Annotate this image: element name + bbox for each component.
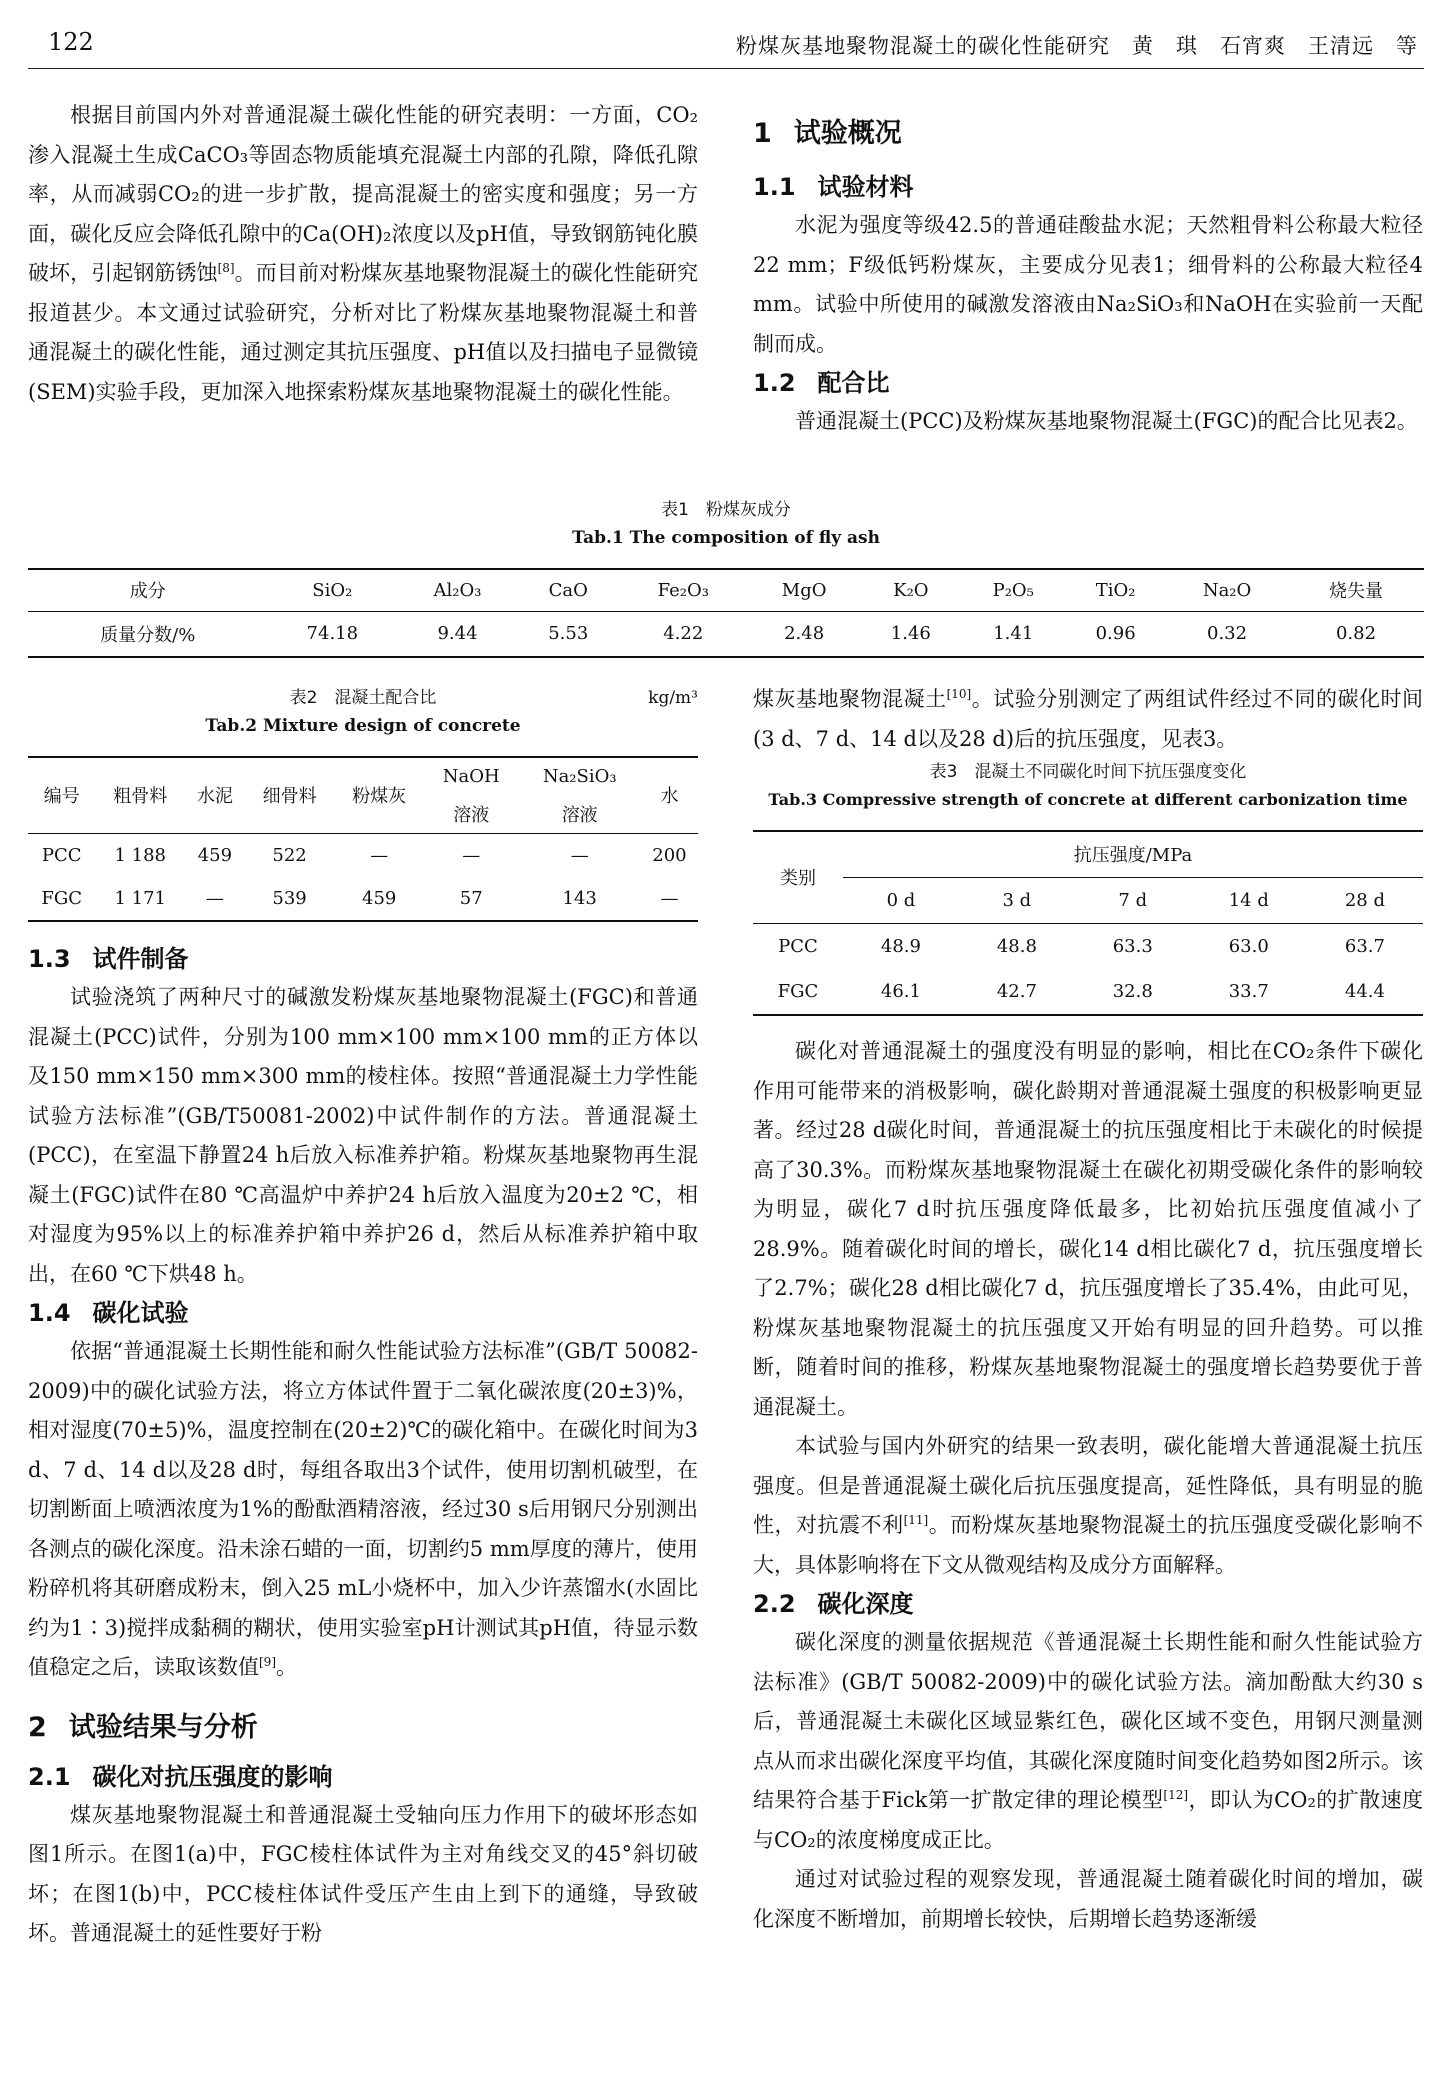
t3-data-cell: 63.7 — [1344, 935, 1385, 957]
t3-h-type: 类别 — [753, 831, 843, 923]
t2-h-nasio-1: Na₂SiO₃ — [542, 766, 617, 787]
t2-data-cell: 1 171 — [114, 888, 166, 909]
section-1-4-heading: 1.4 碳化试验 — [28, 1299, 189, 1327]
t1-header-cell: P₂O₅ — [992, 579, 1034, 601]
table-3 — [753, 830, 1423, 1016]
t3-data-cell: 48.9 — [880, 935, 921, 957]
t2-h-coarse: 粗骨料 — [95, 757, 185, 833]
section-1-2-heading: 1.2 配合比 — [753, 369, 890, 397]
t1-header-cell: SiO₂ — [312, 579, 353, 601]
section-2-1-text: 煤灰基地聚物混凝土和普通混凝土受轴向压力作用下的破坏形态如图1所示。在图1(a)中，FGC棱柱体试件为主对角线交叉的45°斜切破坏；在图1(b)中，PCC棱柱体试件受压产生由上到下的通缝，导致破坏。普通混凝土的延性要好于粉 — [28, 1802, 698, 1945]
t3-data-cell: 44.4 — [1344, 981, 1385, 1002]
t1-data-cell: 0.96 — [1095, 623, 1136, 645]
t1-header-cell: MgO — [781, 579, 827, 601]
right-column-top — [753, 96, 1423, 442]
t2-data-cell: — — [370, 844, 389, 866]
section-1-4-text: 依据“普通混凝土长期性能和耐久性能试验方法标准”(GB/T 50082-2009)中的碳化试验方法，将立方体试件置于二氧化碳浓度(20±3)%，相对湿度(70±5)%，温度控制在(20±2)℃的碳化箱中。在碳化时间为3 d、7 d、14 d以及28 d时，每组各取出3个试件，使用切割机破型，在切割断面上喷洒浓度为1%的酚酞酒精溶液，经过30 s后用钢尺分别测出各测点的碳化深度。沿未涂石蜡的一面，切割约5 mm厚度的薄片，使用粉碎机将其研磨成粉末，倒入25 mL小烧杯中，加入少许蒸馏水(水固比约为1∶3)搅拌成黏稠的糊状，使用实验室pH计测试其pH值，待显示数值稳定之后，读取该数值[9]。 — [28, 1339, 698, 1679]
t2-h-water: 水 — [641, 757, 698, 833]
t3-time-header: 3 d — [1002, 889, 1032, 911]
t2-data-cell: — — [570, 844, 589, 866]
t2-data-cell: 459 — [362, 888, 397, 909]
t1-header-cell: CaO — [548, 579, 588, 601]
right-column-bottom — [753, 1032, 1423, 1939]
observation-paragraph: 通过对试验过程的观察发现，普通混凝土随着碳化时间的增加，碳化深度不断增加，前期增长较快，后期增长趋势逐渐缓 — [753, 1867, 1423, 1931]
t2-data-cell: 143 — [562, 888, 597, 909]
t2-h-fine: 细骨料 — [245, 757, 335, 833]
t3-data-cell: 46.1 — [880, 981, 921, 1002]
citation-12: [12] — [1163, 1788, 1189, 1802]
right-column-mid — [753, 680, 1423, 759]
t3-data-cell: FGC — [777, 981, 819, 1002]
table-row — [28, 611, 1424, 657]
t2-h-id: 编号 — [28, 757, 95, 833]
continued-paragraph: 煤灰基地聚物混凝土[10]。试验分别测定了两组试件经过不同的碳化时间(3 d、7 d、14 d以及28 d)后的抗压强度，见表3。 — [753, 687, 1423, 751]
table-row — [753, 923, 1423, 969]
t1-header-cell: Fe₂O₃ — [657, 579, 709, 601]
table-row — [28, 877, 698, 921]
t1-data-cell: 0.82 — [1335, 623, 1377, 645]
table-row — [753, 877, 1423, 923]
section-1-1-text: 水泥为强度等级42.5的普通硅酸盐水泥；天然粗骨料公称最大粒径22 mm；F级低钙粉煤灰，主要成分见表1；细骨料的公称最大粒径4 mm。试验中所使用的碱激发溶液由Na₂SiO₃和NaOH在实验前一天配制而成。 — [753, 213, 1423, 356]
t3-data-cell: 63.0 — [1228, 935, 1269, 957]
t2-data-cell: PCC — [41, 844, 82, 866]
t1-header-cell: 成分 — [129, 581, 166, 603]
t2-data-cell: 1 188 — [114, 844, 166, 866]
t3-time-header: 0 d — [886, 889, 916, 911]
citation-8: [8] — [217, 261, 235, 275]
t3-data-cell: 42.7 — [996, 981, 1037, 1002]
table-row — [28, 569, 1424, 611]
t3-time-header: 14 d — [1228, 889, 1269, 911]
section-1-3-text: 试验浇筑了两种尺寸的碱激发粉煤灰基地聚物混凝土(FGC)和普通混凝土(PCC)试件，分别为100 mm×100 mm×100 mm的正方体以及150 mm×150 mm×300 mm的棱柱体。按照“普通混凝土力学性能试验方法标准”(GB/T50081-2002)中试件制作的方法。普通混凝土(PCC)，在室温下静置24 h后放入标准养护箱。粉煤灰基地聚物再生混凝土(FGC)试件在80 ℃高温炉中养护24 h后放入温度为20±2 ℃，相对湿度为95%以上的标准养护箱中养护26 d，然后从标准养护箱中取出，在60 ℃下烘48 h。 — [28, 985, 698, 1286]
table-3-caption-en: Tab.3 Compressive strength of concrete at different carbonization time — [768, 790, 1408, 809]
t3-time-header: 28 d — [1344, 889, 1385, 911]
t1-data-cell: 2.48 — [784, 623, 825, 645]
table-1-caption-en: Tab.1 The composition of fly ash — [572, 528, 880, 548]
t1-data-cell: 4.22 — [663, 623, 704, 645]
t2-data-cell: 459 — [197, 844, 233, 866]
t1-data-cell: 1.46 — [890, 623, 931, 645]
citation-11: [11] — [903, 1513, 929, 1527]
t2-data-cell: — — [660, 888, 679, 909]
table-1-caption-cn: 表1 粉煤灰成分 — [661, 500, 791, 520]
citation-10: [10] — [946, 687, 972, 701]
section-1-1-heading: 1.1 试验材料 — [753, 173, 914, 201]
t3-data-cell: 48.8 — [996, 935, 1037, 957]
page-header — [28, 22, 1424, 69]
t1-data-cell: 1.41 — [993, 623, 1034, 645]
t3-data-cell: PCC — [778, 935, 818, 957]
t1-header-cell: Al₂O₃ — [433, 579, 482, 601]
t1-data-cell: 0.32 — [1207, 623, 1248, 645]
t1-data-cell: 质量分数/% — [100, 624, 196, 646]
table-2-caption — [28, 684, 698, 740]
t2-h-flyash: 粉煤灰 — [334, 757, 424, 833]
t2-h-cement: 水泥 — [185, 757, 245, 833]
t2-data-cell: 200 — [652, 844, 687, 866]
t2-data-cell: 539 — [272, 888, 307, 909]
t1-data-cell: 5.53 — [548, 623, 589, 645]
section-2-2-heading: 2.2 碳化深度 — [753, 1590, 914, 1618]
section-1-3-heading: 1.3 试件制备 — [28, 945, 189, 973]
intro-paragraph: 根据目前国内外对普通混凝土碳化性能的研究表明：一方面，CO₂渗入混凝土生成CaCO₃等固态物质能填充混凝土内部的孔隙，降低孔隙率，从而减弱CO₂的进一步扩散，提高混凝土的密实度和强度；另一方面，碳化反应会降低孔隙中的Ca(OH)₂浓度以及pH值，导致钢筋钝化膜破坏，引起钢筋锈蚀[8]。而目前对粉煤灰基地聚物混凝土的碳化性能研究报道甚少。本文通过试验研究，分析对比了粉煤灰基地聚物混凝土和普通混凝土的碳化性能，通过测定其抗压强度、pH值以及扫描电子显微镜(SEM)实验手段，更加深入地探索粉煤灰基地聚物混凝土的碳化性能。 — [28, 103, 699, 404]
t3-data-cell: 63.3 — [1112, 935, 1153, 957]
t3-data-cell: 32.8 — [1112, 981, 1153, 1002]
t2-data-cell: FGC — [41, 888, 83, 909]
table-3-caption — [753, 758, 1423, 814]
t2-data-cell: 522 — [272, 844, 307, 866]
running-title: 粉煤灰基地聚物混凝土的碳化性能研究 黄 琪 石宵爽 王清远 等 — [736, 34, 1418, 58]
section-1-2-text: 普通混凝土(PCC)及粉煤灰基地聚物混凝土(FGC)的配合比见表2。 — [795, 409, 1418, 433]
consistency-paragraph: 本试验与国内外研究的结果一致表明，碳化能增大普通混凝土抗压强度。但是普通混凝土碳化后抗压强度提高，延性降低，具有明显的脆性，对抗震不利[11]。而粉煤灰基地聚物混凝土的抗压强度受碳化影响不大，具体影响将在下文从微观结构及成分方面解释。 — [753, 1434, 1424, 1577]
section-2-1-heading: 2.1 碳化对抗压强度的影响 — [28, 1762, 333, 1791]
t3-h-strength: 抗压强度/MPa — [843, 831, 1423, 877]
table-2-caption-cn: 表2 混凝土配合比 kg/m³ — [28, 684, 698, 712]
t1-header-cell: 烧失量 — [1329, 581, 1384, 603]
strength-discussion: 碳化对普通混凝土的强度没有明显的影响，相比在CO₂条件下碳化作用可能带来的消极影响，碳化龄期对普通混凝土强度的积极影响更显著。经过28 d碳化时间，普通混凝土的抗压强度相比于未碳化的时候提高了30.3%。而粉煤灰基地聚物混凝土在碳化初期受碳化条件的影响较为明显，碳化7 d时抗压强度降低最多，比初始抗压强度值减小了28.9%。随着碳化时间的增长，碳化14 d相比碳化7 d，抗压强度增长了2.7%；碳化28 d相比碳化7 d，抗压强度增长了35.4%，由此可见，粉煤灰基地聚物混凝土的抗压强度又开始有明显的回升趋势。可以推断，随着时间的推移，粉煤灰基地聚物混凝土的强度增长趋势要优于普通混凝土。 — [753, 1039, 1423, 1419]
t1-header-cell: Na₂O — [1202, 579, 1252, 601]
table-3-caption-cn: 表3 混凝土不同碳化时间下抗压强度变化 — [929, 762, 1247, 782]
t2-h-nasio-2: 溶液 — [518, 795, 640, 833]
section-1-heading: 1 试验概况 — [753, 118, 902, 149]
t1-header-cell: TiO₂ — [1095, 579, 1136, 601]
t3-time-header: 7 d — [1118, 889, 1148, 911]
section-2-heading: 2 试验结果与分析 — [28, 1711, 258, 1743]
citation-9: [9] — [259, 1655, 276, 1669]
carbonation-depth-text: 碳化深度的测量依据规范《普通混凝土长期性能和耐久性能试验方法标准》(GB/T 50082-2009)中的碳化试验方法。滴加酚酞大约30 s后，普通混凝土未碳化区域显紫红色，碳化区域不变色，用钢尺测量测点从而求出碳化深度平均值，其碳化深度随时间变化趋势如图2所示。该结果符合基于Fick第一扩散定律的理论模型[12]，即认为CO₂的扩散速度与CO₂的浓度梯度成正比。 — [753, 1630, 1423, 1852]
table-1-caption — [28, 496, 1424, 552]
t3-data-cell: 33.7 — [1228, 981, 1269, 1002]
t1-header-cell: K₂O — [893, 579, 929, 601]
table-2-unit: kg/m³ — [648, 688, 698, 708]
table-2-caption-en: Tab.2 Mixture design of concrete — [205, 716, 521, 736]
left-column-top — [28, 96, 698, 412]
t2-data-cell: 57 — [459, 888, 483, 909]
t2-h-naoh-1: NaOH — [442, 766, 500, 787]
page-number: 122 — [48, 28, 94, 56]
t2-h-naoh-2: 溶液 — [424, 795, 518, 833]
t1-data-cell: 74.18 — [306, 623, 359, 645]
table-1 — [28, 568, 1424, 658]
table-row — [28, 833, 698, 877]
table-2 — [28, 756, 698, 922]
table-row — [753, 969, 1423, 1015]
t1-data-cell: 9.44 — [437, 623, 478, 645]
left-column-bottom — [28, 940, 698, 1954]
t2-data-cell: — — [205, 888, 224, 909]
t2-data-cell: — — [462, 844, 481, 866]
